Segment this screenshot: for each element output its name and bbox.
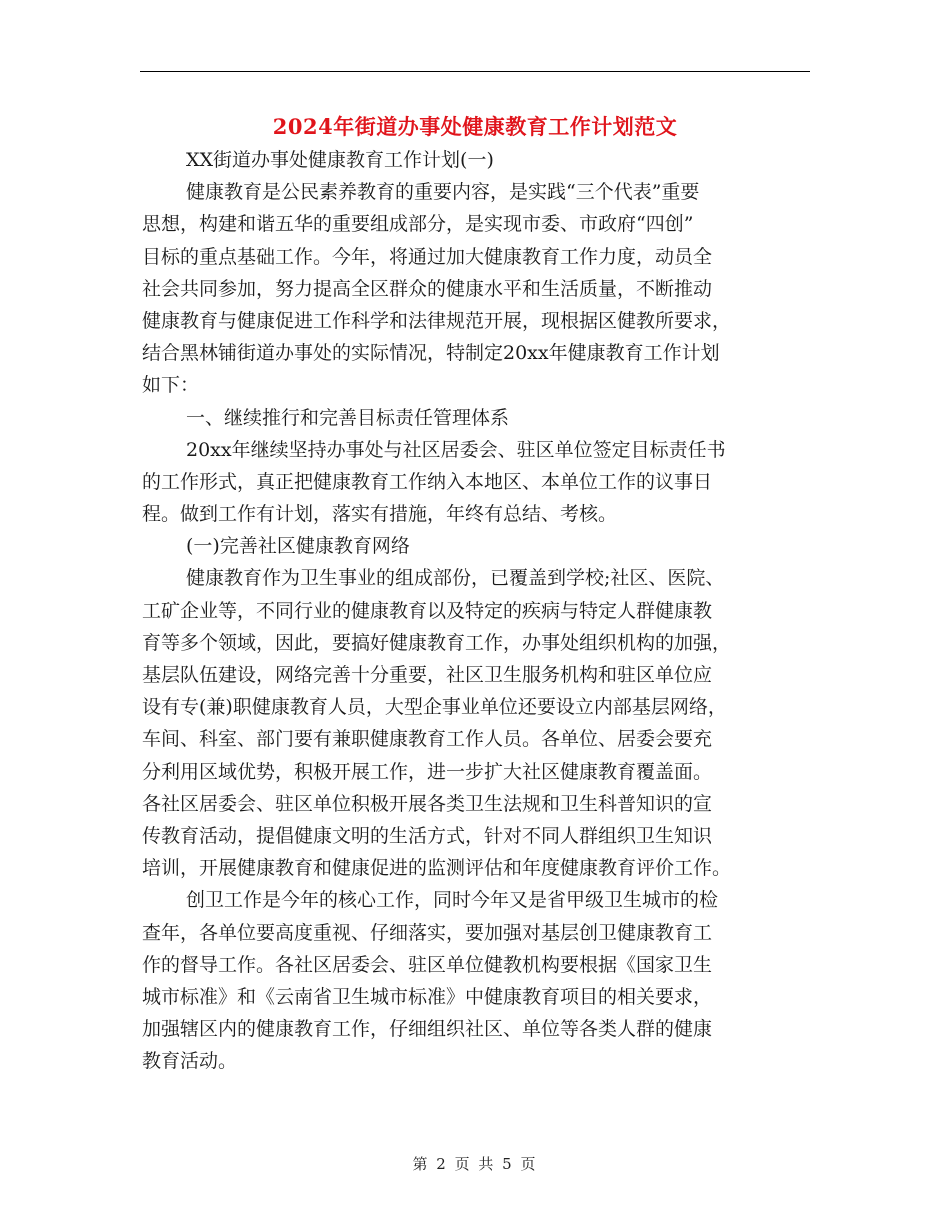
body-line: 程。做到工作有计划，落实有措施，年终有总结、考核。 <box>142 503 618 526</box>
body-line: 的工作形式，真正把健康教育工作纳入本地区、本单位工作的议事日 <box>142 470 713 493</box>
body-line: 如下： <box>142 374 200 397</box>
body-line: 社会共同参加，努力提高全区群众的健康水平和生活质量，不断推动 <box>142 277 713 300</box>
body-line: 一、继续推行和完善目标责任管理体系 <box>186 406 510 429</box>
body-line: XX街道办事处健康教育工作计划(一) <box>186 149 494 171</box>
body-line: 基层队伍建设，网络完善十分重要，社区卫生服务机构和驻区单位应 <box>142 664 713 686</box>
document-body <box>142 144 810 1077</box>
body-line: 工矿企业等，不同行业的健康教育以及特定的疾病与特定人群健康教 <box>142 599 713 622</box>
page-footer: 第 2 页 共 5 页 <box>412 1155 538 1173</box>
body-line: 加强辖区内的健康教育工作，仔细组织社区、单位等各类人群的健康 <box>142 1018 713 1041</box>
body-line: 育等多个领域，因此，要搞好健康教育工作，办事处组织机构的加强， <box>142 631 732 654</box>
body-line: (一)完善社区健康教育网络 <box>186 535 410 558</box>
body-line: 结合黑林铺街道办事处的实际情况，特制定20xx年健康教育工作计划 <box>142 342 720 365</box>
body-line: 城市标准》和《云南省卫生城市标准》中健康教育项目的相关要求， <box>142 985 713 1008</box>
body-line: 查年，各单位要高度重视、仔细落实，要加强对基层创卫健康教育工 <box>142 921 713 944</box>
body-line: 作的督导工作。各社区居委会、驻区单位健教机构要根据《国家卫生 <box>142 953 713 976</box>
body-line: 健康教育是公民素养教育的重要内容，是实践“三个代表”重要 <box>186 181 700 204</box>
body-line: 传教育活动，提倡健康文明的生活方式，针对不同人群组织卫生知识 <box>142 824 713 847</box>
body-line: 健康教育与健康促进工作科学和法律规范开展，现根据区健教所要求， <box>142 309 732 332</box>
body-line: 目标的重点基础工作。今年，将通过加大健康教育工作力度，动员全 <box>142 245 713 268</box>
body-line: 设有专(兼)职健康教育人员，大型企事业单位还要设立内部基层网络， <box>142 696 727 719</box>
body-line: 思想，构建和谐五华的重要组成部分，是实现市委、市政府“四创” <box>142 213 694 236</box>
body-line: 20xx年继续坚持办事处与社区居委会、驻区单位签定目标责任书 <box>186 438 726 461</box>
body-line: 培训，开展健康教育和健康促进的监测评估和年度健康教育评价工作。 <box>142 857 732 880</box>
header-rule <box>140 71 810 72</box>
body-line: 教育活动。 <box>142 1050 238 1073</box>
body-line: 各社区居委会、驻区单位积极开展各类卫生法规和卫生科普知识的宣 <box>142 792 713 815</box>
body-line: 分利用区域优势，积极开展工作，进一步扩大社区健康教育覆盖面。 <box>142 760 713 783</box>
body-line: 车间、科室、部门要有兼职健康教育工作人员。各单位、居委会要充 <box>142 728 713 751</box>
document-title: 2024年街道办事处健康教育工作计划范文 <box>272 114 678 139</box>
body-line: 健康教育作为卫生事业的组成部份，已覆盖到学校;社区、医院、 <box>186 567 725 590</box>
body-line: 创卫工作是今年的核心工作，同时今年又是省甲级卫生城市的检 <box>186 889 719 912</box>
